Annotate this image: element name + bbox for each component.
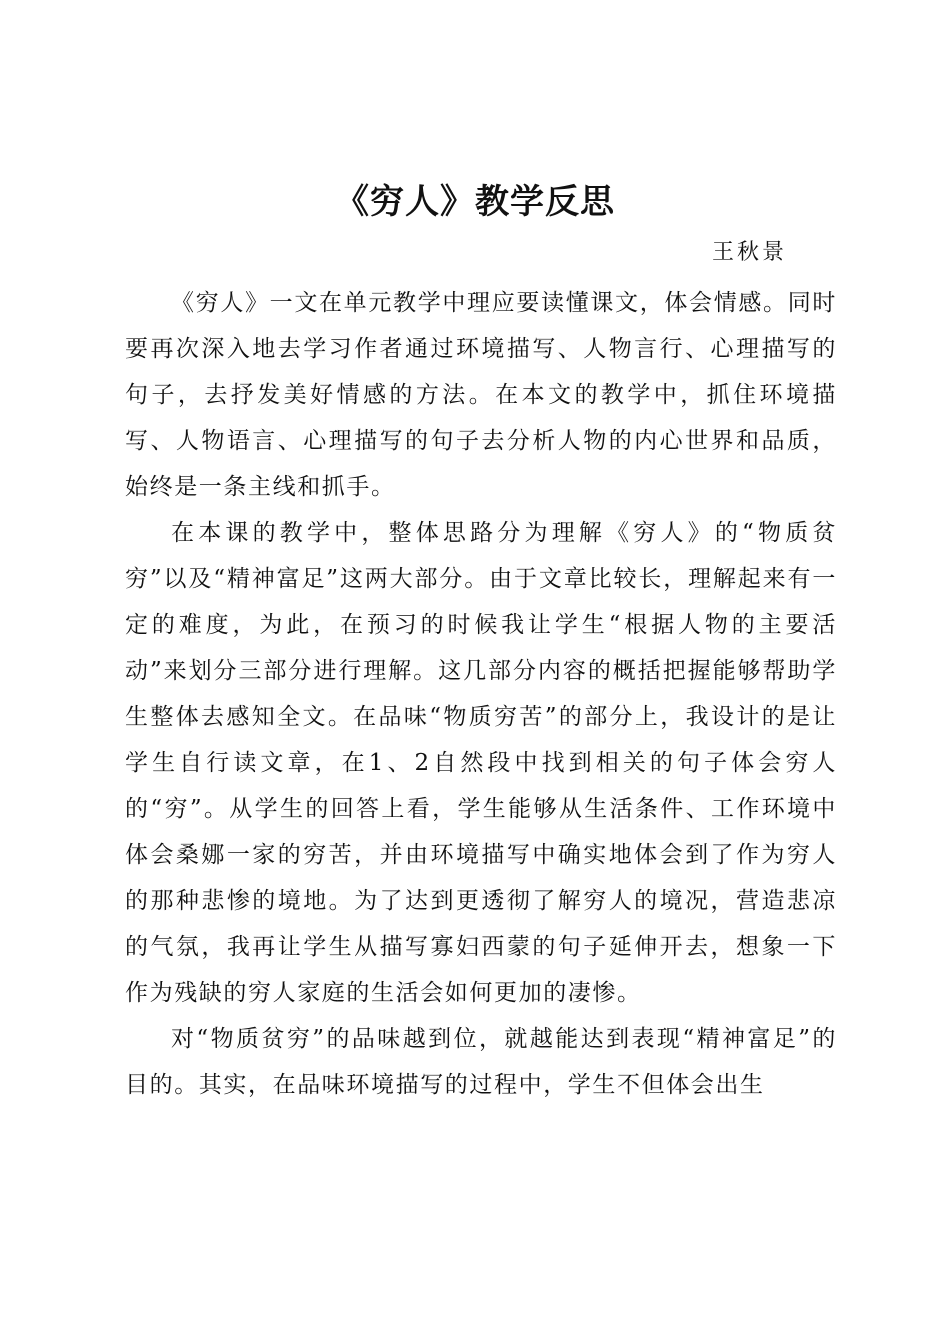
document-body [125,280,837,1108]
paragraph-3: 对“物质贫穷”的品味越到位，就越能达到表现“精神富足”的目的。其实，在品味环境描写的过程中，学生不但体会出生 [125,1026,837,1098]
document-title: 《穷人》教学反思 [335,182,615,222]
paragraph-2: 在本课的教学中，整体思路分为理解《穷人》的“物质贫穷”以及“精神富足”这两大部分。由于文章比较长，理解起来有一定的难度，为此，在预习的时候我让学生“根据人物的主要活动”来划分三部分进行理解。这几部分内容的概括把握能够帮助学生整体去感知全文。在品味“物质穷苦”的部分上，我设计的是让学生自行读文章，在1、2自然段中找到相关的句子体会穷人的“穷”。从学生的回答上看，学生能够从生活条件、工作环境中体会桑娜一家的穷苦，并由环境描写中确实地体会到了作为穷人的那种悲惨的境地。为了达到更透彻了解穷人的境况，营造悲凉的气氛，我再让学生从描写寡妇西蒙的句子延伸开去，想象一下作为残缺的穷人家庭的生活会如何更加的凄惨。 [125,520,837,1006]
author-name: 王秋景 [712,240,788,265]
paragraph-1: 《穷人》一文在单元教学中理应要读懂课文，体会情感。同时要再次深入地去学习作者通过环境描写、人物言行、心理描写的句子，去抒发美好情感的方法。在本文的教学中，抓住环境描写、人物语言、心理描写的句子去分析人物的内心世界和品质，始终是一条主线和抓手。 [125,290,837,500]
